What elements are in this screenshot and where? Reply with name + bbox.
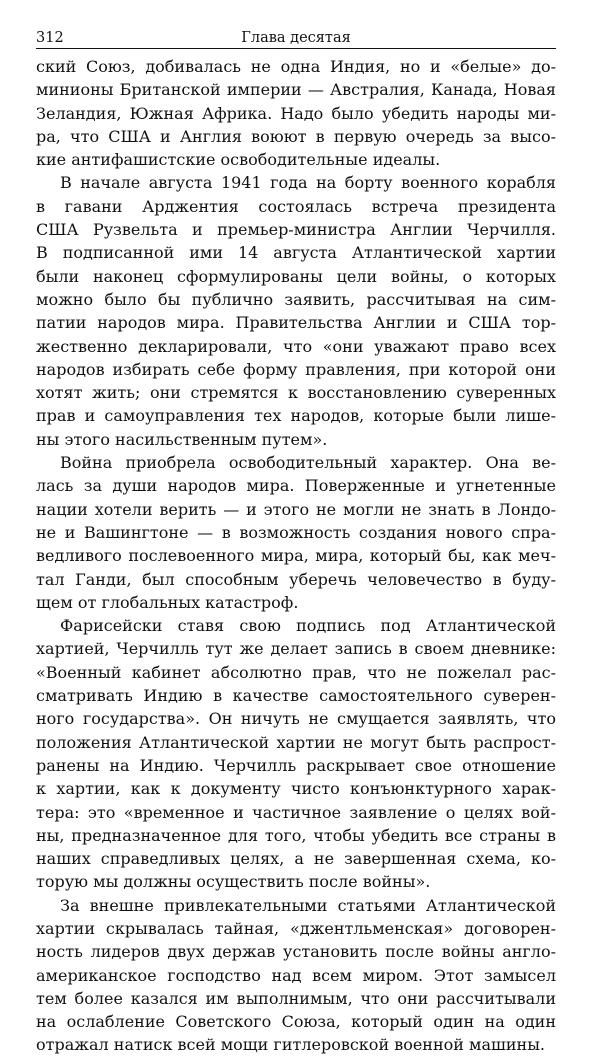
text-line: положения Атлантической хартии не могут быть распрост-: [36, 732, 556, 752]
text-line: тера: это «временное и частичное заявление о целях вой-: [36, 802, 556, 822]
text-line: минионы Британской империи — Австралия, Канада, Новая: [36, 80, 556, 100]
text-line: ность лидеров двух держав установить после войны англо-: [36, 942, 556, 962]
text-line: В подписанной ими 14 августа Атлантической хартии: [36, 243, 556, 263]
text-line: торую мы должны осуществить после войны».: [36, 872, 431, 892]
text-line: были наконец сформулированы цели войны, о которых: [36, 266, 556, 286]
text-line: жественно декларировали, что «они уважают право всех: [36, 336, 556, 356]
text-line: ны этого насильственным путем».: [36, 429, 328, 449]
text-line: на ослабление Советского Союза, который один на один: [36, 1012, 556, 1032]
text-line: не и Вашингтоне — в возможность создания нового спра-: [36, 522, 556, 542]
text-line: ведливого послевоенного мира, мира, который бы, как меч-: [36, 546, 556, 566]
text-line: тал Ганди, был способным уберечь человечество в буду-: [36, 569, 556, 589]
text-line: к хартии, как к документу чисто конъюнктурного харак-: [36, 779, 556, 799]
text-line: Фарисейски ставя свою подпись под Атлантической: [60, 616, 556, 636]
text-line: ного государства». Он ничуть не смущается заявлять, что: [36, 709, 556, 729]
page-number: 312: [36, 30, 64, 46]
running-header: [36, 28, 556, 49]
text-line: наших справедливых целях, а не завершенная схема, ко-: [36, 849, 556, 869]
text-line: За внешне привлекательными статьями Атлантической: [60, 895, 556, 915]
text-line: американское господство над всем миром. Этот замысел: [36, 965, 556, 985]
text-line: патии народов мира. Правительства Англии и США тор-: [36, 313, 556, 333]
chapter-title: Глава десятая: [241, 30, 351, 46]
text-line: США Рузвельта и премьер-министра Англии Черчилля.: [36, 220, 556, 240]
text-line: В начале августа 1941 года на борту военного корабля: [60, 173, 556, 193]
text-line: Зеландия, Южная Африка. Надо было убедить народы ми-: [36, 103, 556, 123]
text-line: «Военный кабинет абсолютно прав, что не пожелал рас-: [36, 662, 556, 682]
text-line: ский Союз, добивалась не одна Индия, но и «белые» до-: [36, 57, 556, 76]
text-line: хотят жить; они стремятся к восстановлению суверенных: [36, 383, 556, 403]
text-line: тем более казался им выполнимым, что они рассчитывали: [36, 988, 556, 1008]
text-line: нации хотели верить — и этого не могли не знать в Лондо-: [36, 499, 556, 519]
book-page: [36, 28, 556, 1057]
text-line: Война приобрела освободительный характер. Она ве-: [60, 453, 556, 473]
text-line: сматривать Индию в качестве самостоятельного суверен-: [36, 686, 556, 706]
text-line: ранены на Индию. Черчилль раскрывает свое отношение: [36, 755, 556, 775]
text-line: хартией, Черчилль тут же делает запись в своем дневнике:: [36, 639, 556, 659]
text-line: кие антифашистские освободительные идеалы.: [36, 150, 441, 170]
text-line: лась за души народов мира. Поверженные и угнетенные: [36, 476, 556, 496]
text-line: отражал натиск всей мощи гитлеровской военной машины.: [36, 1035, 546, 1055]
body-text: [36, 55, 556, 1057]
text-line: народов избирать себе форму правления, при которой они: [36, 359, 556, 379]
text-line: прав и самоуправления тех народов, которые были лише-: [36, 406, 556, 426]
text-line: хартии скрывалась тайная, «джентльменская» договорен-: [36, 918, 556, 938]
text-line: можно было бы публично заявить, рассчитывая на сим-: [36, 289, 556, 309]
text-line: щем от глобальных катастроф.: [36, 592, 299, 612]
text-line: ны, предназначенное для того, чтобы убедить все страны в: [36, 825, 556, 845]
text-line: в гавани Арджентия состоялась встреча президента: [36, 196, 556, 216]
text-line: ра, что США и Англия воюют в первую очередь за высо-: [36, 126, 556, 146]
